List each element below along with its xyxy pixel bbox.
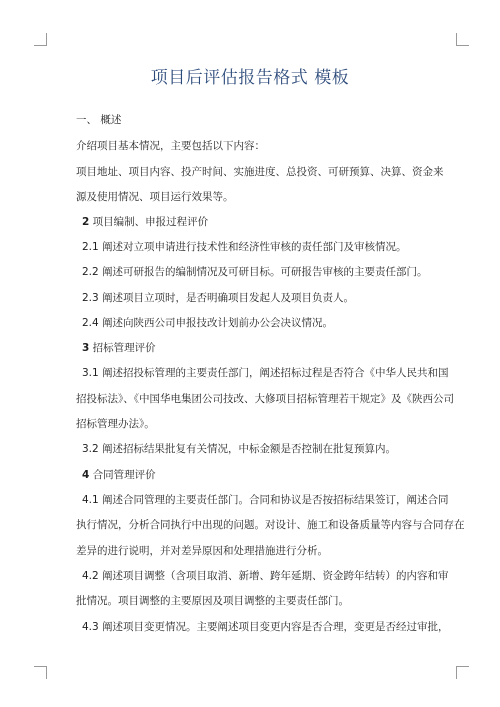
paragraph-4-1-line1: 4.1 阐述合同管理的主要责任部门。合同和协议是否按招标结果签订，阐述合同 <box>82 494 449 506</box>
paragraph-4-1-line2: 执行情况，分析合同执行中出现的问题。对设计、施工和设备质量等内容与合同存在 <box>76 519 465 531</box>
paragraph-3-1-line3: 招标管理办法》。 <box>76 418 155 430</box>
paragraph-3-1-line1: 3.1 阐述招投标管理的主要责任部门，阐述招标过程是否符合《中华人民共和国 <box>82 367 449 379</box>
section1-intro: 介绍项目基本情况，主要包括以下内容： <box>76 140 265 152</box>
crop-mark-bottom-right <box>456 666 469 679</box>
paragraph-4-3-line1: 4.3 阐述项目变更情况。主要阐述项目变更内容是否合理，变更是否经过审批， <box>82 621 449 633</box>
paragraph-3-1-line2: 招投标法》、《中国华电集团公司技改、大修项目招标管理若干规定》及《陕西公司 <box>76 393 454 405</box>
section2-heading: 项目编制、申报过程评价 <box>92 216 209 228</box>
crop-mark-top-left <box>34 33 47 46</box>
section1-items-line1: 项目地址、项目内容、投产时间、实施进度、总投资、可研预算、决算、资金来 <box>76 166 444 178</box>
paragraph-2-2: 2.2 阐述可研报告的编制情况及可研目标。可研报告审核的主要责任部门。 <box>82 266 428 278</box>
section3-number: 3 <box>82 342 90 354</box>
paragraph-2-3: 2.3 阐述项目立项时，是否明确项目发起人及项目负责人。 <box>82 292 355 304</box>
section4-number: 4 <box>82 469 90 481</box>
crop-mark-top-right <box>456 33 469 46</box>
document-title: 项目后评估报告格式 模板 <box>150 68 350 88</box>
paragraph-4-1-line3: 差异的进行说明，并对差异原因和处理措施进行分析。 <box>76 545 328 557</box>
crop-mark-bottom-left <box>34 666 47 679</box>
section4-heading: 合同管理评价 <box>92 469 156 481</box>
paragraph-2-4: 2.4 阐述向陕西公司申报技改计划前办公会决议情况。 <box>82 317 334 329</box>
paragraph-2-1: 2.1 阐述对立项申请进行技术性和经济性审核的责任部门及审核情况。 <box>82 241 407 253</box>
section1-items-line2: 源及使用情况、项目运行效果等。 <box>76 191 234 203</box>
paragraph-4-2-line2: 批情况。项目调整的主要原因及项目调整的主要责任部门。 <box>76 595 349 607</box>
section2-heading-row <box>82 215 208 229</box>
section4-heading-row <box>82 468 156 482</box>
paragraph-3-2: 3.2 阐述招标结果批复有关情况，中标金额是否控制在批复预算内。 <box>82 443 397 455</box>
section3-heading: 招标管理评价 <box>92 342 156 354</box>
section1-heading: 一、 概述 <box>76 114 122 126</box>
section3-heading-row <box>82 341 156 355</box>
paragraph-4-2-line1: 4.2 阐述项目调整（含项目取消、新增、跨年延期、资金跨年结转）的内容和审 <box>82 570 449 582</box>
section2-number: 2 <box>82 216 90 228</box>
